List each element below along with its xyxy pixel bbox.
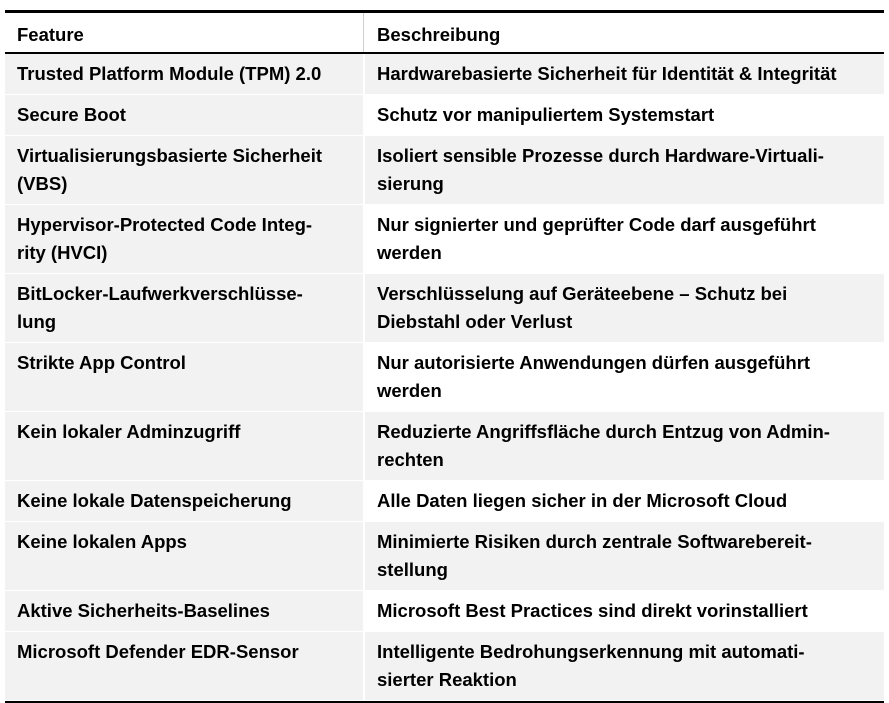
table-row	[5, 481, 884, 522]
table-row	[5, 591, 884, 632]
table-row	[5, 54, 884, 95]
column-header-description: Beschreibung	[364, 13, 884, 52]
table-row	[5, 522, 884, 591]
description-cell: Minimierte Risiken durch zentrale Softwarebereit- stellung	[364, 522, 884, 590]
description-cell: Nur autorisierte Anwendungen dürfen ausgeführt werden	[364, 343, 884, 411]
description-cell: Intelligente Bedrohungserkennung mit automati- sierter Reaktion	[364, 632, 884, 700]
feature-table	[5, 10, 884, 703]
feature-cell: Secure Boot	[5, 95, 364, 135]
description-cell: Isoliert sensible Prozesse durch Hardware-Virtuali- sierung	[364, 136, 884, 204]
feature-cell: Microsoft Defender EDR-Sensor	[5, 632, 364, 700]
column-header-feature: Feature	[5, 13, 364, 52]
table-row	[5, 343, 884, 412]
feature-cell: Strikte App Control	[5, 343, 364, 411]
feature-cell: Trusted Platform Module (TPM) 2.0	[5, 54, 364, 94]
description-cell: Schutz vor manipuliertem Systemstart	[364, 95, 884, 135]
description-cell: Nur signierter und geprüfter Code darf ausgeführt werden	[364, 205, 884, 273]
table-row	[5, 205, 884, 274]
table-row	[5, 274, 884, 343]
feature-cell: Aktive Sicherheits-Baselines	[5, 591, 364, 631]
description-cell: Verschlüsselung auf Geräteebene – Schutz bei Diebstahl oder Verlust	[364, 274, 884, 342]
table-header-row	[5, 13, 884, 54]
table-row	[5, 632, 884, 701]
feature-cell: BitLocker-Laufwerkverschlüsse- lung	[5, 274, 364, 342]
feature-cell: Keine lokale Datenspeicherung	[5, 481, 364, 521]
description-cell: Hardwarebasierte Sicherheit für Identität & Integrität	[364, 54, 884, 94]
table-row	[5, 412, 884, 481]
feature-cell: Kein lokaler Adminzugriff	[5, 412, 364, 480]
description-cell: Alle Daten liegen sicher in der Microsoft Cloud	[364, 481, 884, 521]
description-cell: Microsoft Best Practices sind direkt vorinstalliert	[364, 591, 884, 631]
description-cell: Reduzierte Angriffsfläche durch Entzug von Admin- rechten	[364, 412, 884, 480]
feature-cell: Hypervisor-Protected Code Integ- rity (HVCI)	[5, 205, 364, 273]
table-row	[5, 136, 884, 205]
table-row	[5, 95, 884, 136]
feature-cell: Virtualisierungsbasierte Sicherheit (VBS)	[5, 136, 364, 204]
feature-cell: Keine lokalen Apps	[5, 522, 364, 590]
